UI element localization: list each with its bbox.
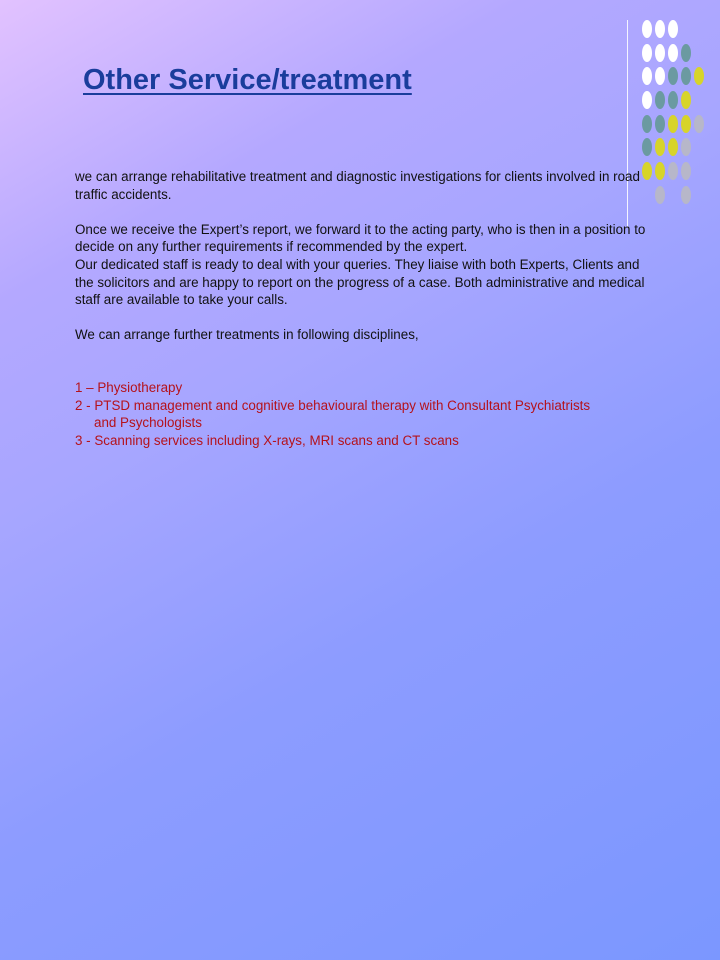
decorative-dot [681, 138, 691, 156]
decorative-dot [681, 115, 691, 133]
decorative-dot [668, 44, 678, 62]
decorative-dot [642, 20, 652, 38]
decorative-dot [668, 67, 678, 85]
decorative-dot [681, 162, 691, 180]
decorative-dot [642, 44, 652, 62]
decorative-dot [668, 20, 678, 38]
decorative-dot [655, 91, 665, 109]
staff-paragraph: Our dedicated staff is ready to deal with your queries. They liaise with both Experts, Clients and the solicitors and are happy to report on the progress of a case. Both administrative and medical staff are available to take your calls. [75, 256, 645, 308]
disciplines-intro: We can arrange further treatments in following disciplines, [75, 327, 419, 343]
decorative-dot [694, 115, 704, 133]
decorative-dot [668, 91, 678, 109]
decorative-dot [681, 186, 691, 204]
decorative-dot [642, 115, 652, 133]
page-title: Other Service/treatment [83, 64, 412, 96]
list-item-ptsd: 2 - PTSD management and cognitive behavioural therapy with Consultant Psychiatrists [75, 397, 591, 413]
decorative-dot [668, 162, 678, 180]
report-paragraph: Once we receive the Expert’s report, we forward it to the acting party, who is then in a position to decide on any further requirements if recommended by the expert. [75, 221, 646, 255]
decorative-dot [655, 67, 665, 85]
decorative-dot [642, 138, 652, 156]
decorative-dot [655, 115, 665, 133]
decorative-dot [655, 186, 665, 204]
decorative-dot [668, 115, 678, 133]
decorative-dot [642, 91, 652, 109]
decorative-dot [655, 44, 665, 62]
decorative-dot [668, 138, 678, 156]
decorative-dot [681, 91, 691, 109]
list-item-physiotherapy: 1 – Physiotherapy [75, 379, 183, 395]
list-item-scanning: 3 - Scanning services including X-rays, MRI scans and CT scans [75, 432, 459, 448]
decorative-dot [681, 44, 691, 62]
decorative-dot [655, 138, 665, 156]
decorative-dot [694, 67, 704, 85]
decorative-dot [655, 162, 665, 180]
intro-paragraph: we can arrange rehabilitative treatment and diagnostic investigations for clients involved in road traffic accidents. [75, 169, 640, 202]
decorative-dot [681, 67, 691, 85]
decorative-dot [655, 20, 665, 38]
content-body [75, 168, 650, 449]
list-item-ptsd-continued: and Psychologists [94, 415, 202, 431]
decorative-dot [642, 67, 652, 85]
